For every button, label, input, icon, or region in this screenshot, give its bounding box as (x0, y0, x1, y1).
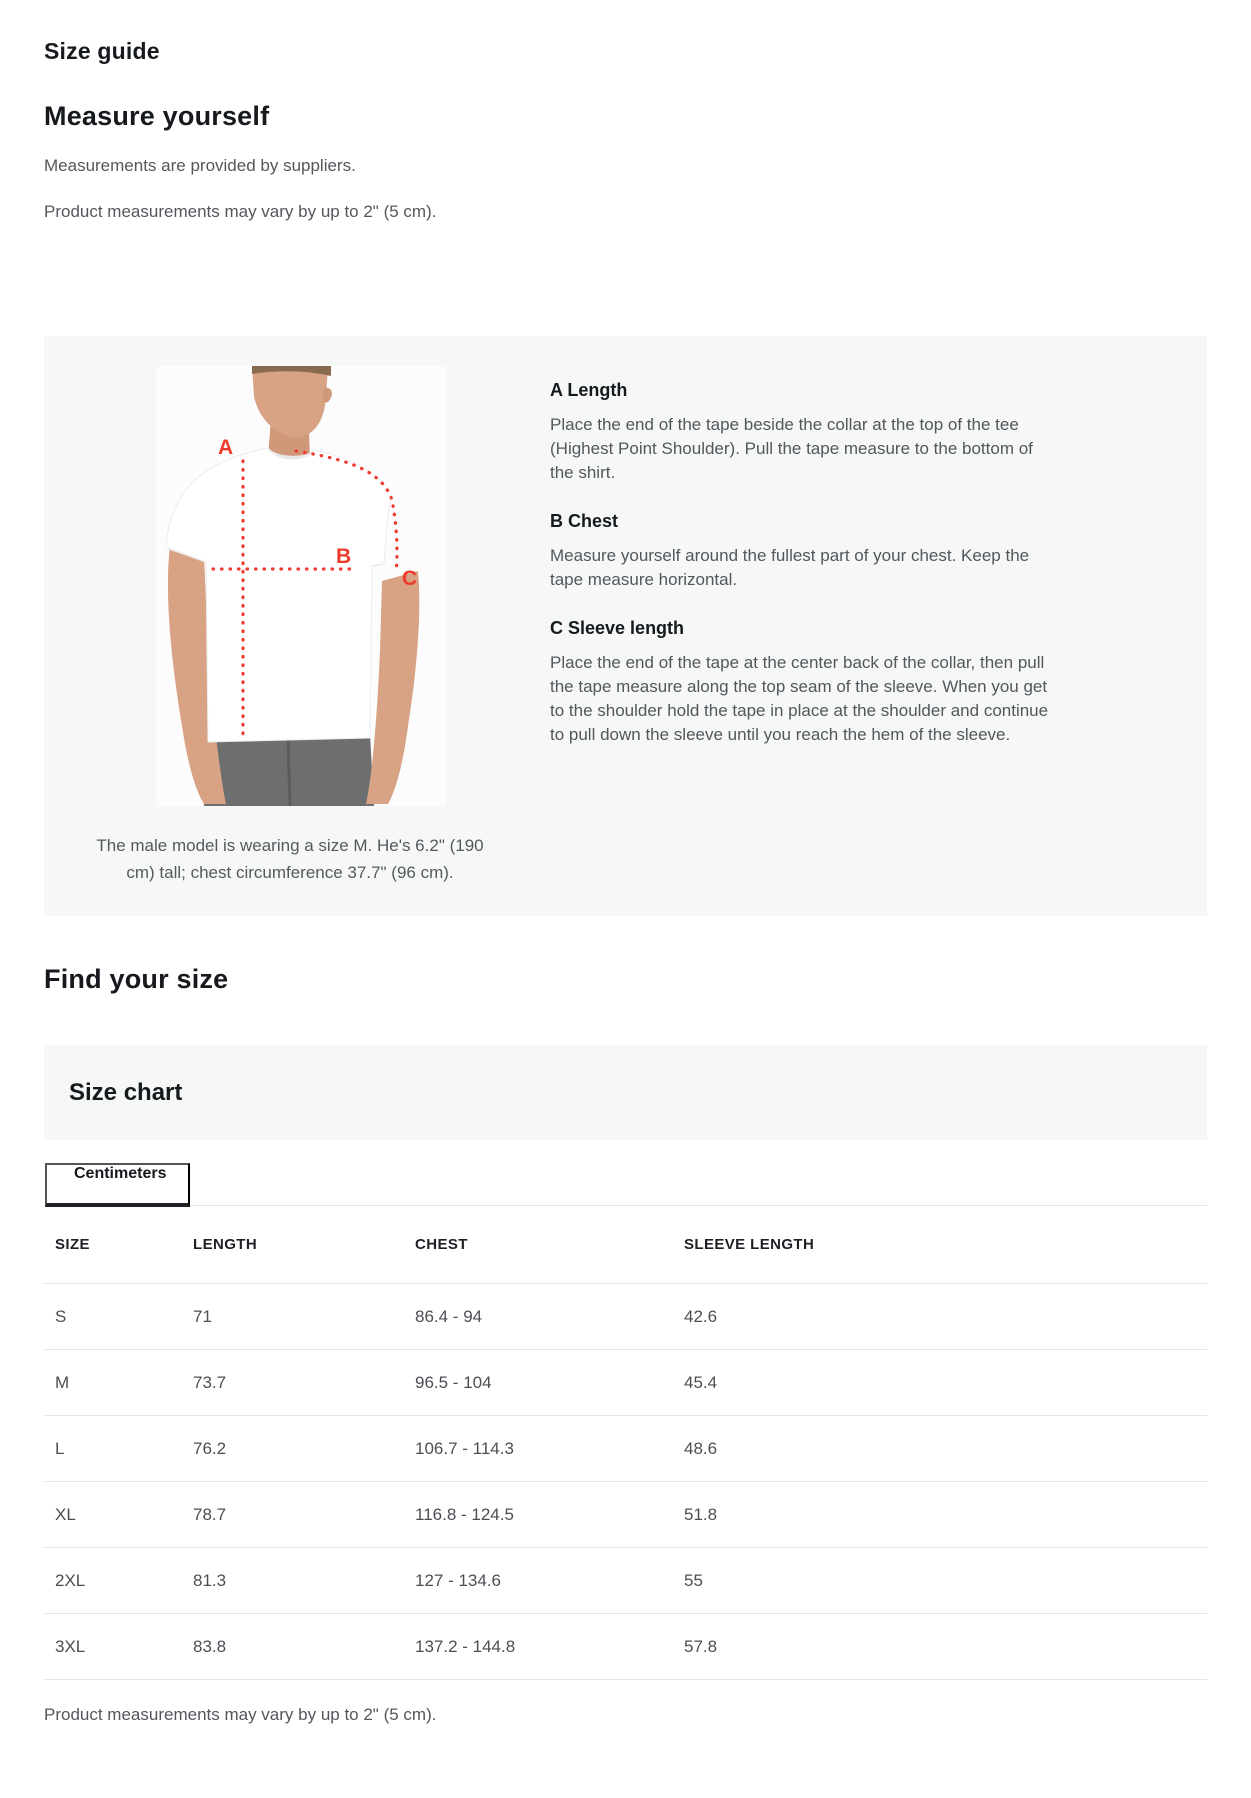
column-header-length: LENGTH (193, 1236, 258, 1253)
cell-size: S (55, 1306, 67, 1326)
cell-length: 76.2 (193, 1438, 227, 1458)
table-row (44, 1614, 1207, 1680)
cell-size: XL (55, 1504, 76, 1524)
table-header-row (44, 1206, 1207, 1284)
column-header-sleeve: SLEEVE LENGTH (684, 1236, 815, 1253)
cell-length: 78.7 (193, 1504, 227, 1524)
label-b: B (336, 545, 352, 568)
instruction-body-chest: Measure yourself around the fullest part of your chest. Keep the tape measure horizontal. (550, 546, 1030, 589)
label-a: A (218, 436, 234, 459)
model-figure-column (44, 366, 504, 886)
unit-tabs (44, 1140, 1207, 1206)
tab-centimeters[interactable]: Centimeters (45, 1163, 190, 1207)
cell-chest: 96.5 - 104 (415, 1372, 492, 1392)
size-chart-table (44, 1206, 1207, 1680)
cell-sleeve: 55 (684, 1570, 703, 1590)
cell-size: 2XL (55, 1570, 86, 1590)
size-guide-page (44, 38, 1207, 1725)
cell-length: 83.8 (193, 1636, 227, 1656)
page-title: Size guide (44, 38, 160, 64)
size-chart-header (44, 1045, 1207, 1140)
cell-sleeve: 42.6 (684, 1306, 718, 1326)
cell-size: L (55, 1438, 65, 1458)
cell-chest: 86.4 - 94 (415, 1306, 483, 1326)
measure-panel (44, 336, 1207, 916)
cell-size: 3XL (55, 1636, 86, 1656)
instruction-title-chest: B Chest (550, 511, 619, 531)
cell-length: 71 (193, 1306, 212, 1326)
cell-length: 73.7 (193, 1372, 227, 1392)
table-row (44, 1548, 1207, 1614)
cell-sleeve: 45.4 (684, 1372, 718, 1392)
table-row (44, 1482, 1207, 1548)
table-row (44, 1284, 1207, 1350)
column-header-size: SIZE (55, 1236, 90, 1253)
cell-sleeve: 57.8 (684, 1636, 718, 1656)
cell-sleeve: 48.6 (684, 1438, 718, 1458)
supplier-note: Measurements are provided by suppliers. (44, 156, 356, 175)
find-your-size-heading: Find your size (44, 964, 229, 994)
table-row (44, 1350, 1207, 1416)
instruction-body-sleeve: Place the end of the tape at the center back of the collar, then pull the tape measure along the top seam of the sleeve. When you get to the shoulder hold the tape in place at the shoulder and continue to pull down the sleeve until you reach the hem of the sleeve. (550, 653, 1049, 744)
instruction-title-length: A Length (550, 380, 628, 400)
cell-chest: 106.7 - 114.3 (415, 1438, 514, 1458)
cell-chest: 137.2 - 144.8 (415, 1636, 516, 1656)
cell-chest: 127 - 134.6 (415, 1570, 502, 1590)
table-footnote: Product measurements may vary by up to 2" (5 cm). (44, 1705, 437, 1724)
size-chart-title: Size chart (69, 1078, 183, 1106)
instruction-title-sleeve: C Sleeve length (550, 618, 685, 638)
model-measurement-image (156, 366, 446, 806)
instruction-body-length: Place the end of the tape beside the collar at the top of the tee (Highest Point Shoulder). Pull the tape measure to the bottom of the shirt. (550, 415, 1033, 482)
cell-size: M (55, 1372, 70, 1392)
cell-chest: 116.8 - 124.5 (415, 1504, 514, 1524)
measure-yourself-heading: Measure yourself (44, 101, 270, 131)
table-row (44, 1416, 1207, 1482)
column-header-chest: CHEST (415, 1236, 468, 1253)
label-c: C (402, 567, 418, 590)
cell-sleeve: 51.8 (684, 1504, 718, 1524)
measure-instructions (504, 366, 1207, 886)
variance-note: Product measurements may vary by up to 2" (5 cm). (44, 202, 437, 221)
cell-length: 81.3 (193, 1570, 227, 1590)
model-caption: The male model is wearing a size M. He's 6.2" (190 cm) tall; chest circumference 37.7" (96 cm). (96, 836, 484, 882)
